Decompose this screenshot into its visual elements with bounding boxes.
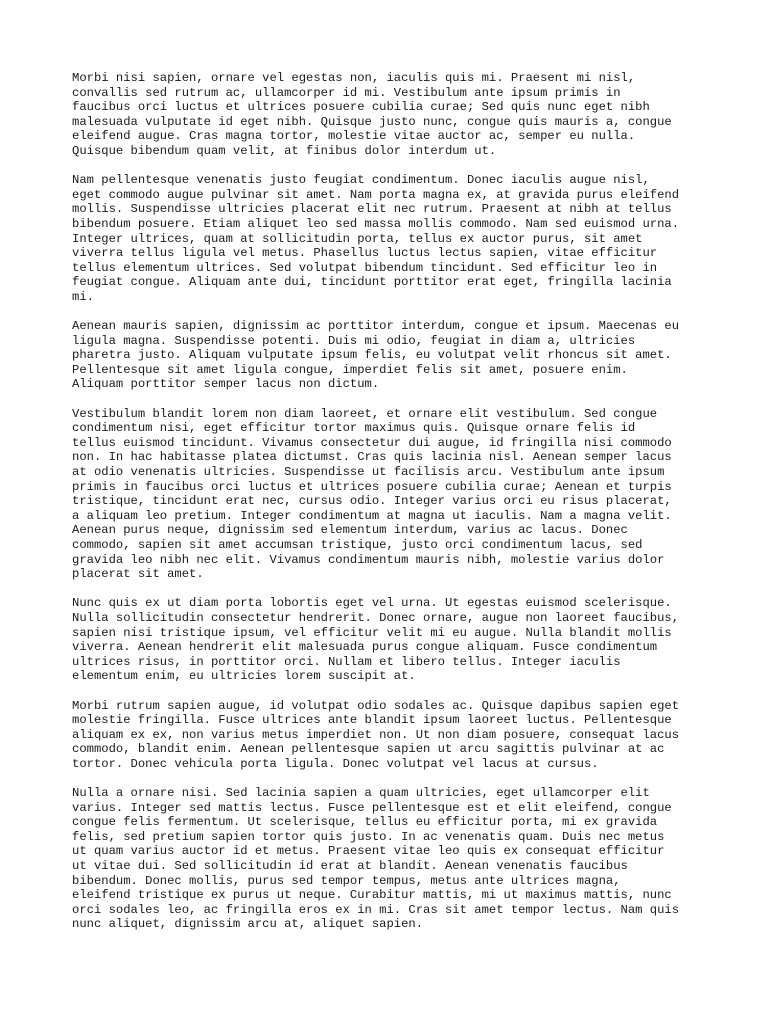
paragraph-6: Morbi rutrum sapien augue, id volutpat odio sodales ac. Quisque dapibus sapien eget molestie fringilla. Fusce ultrices ante blandit ipsum laoreet luctus. Pellentesque aliquam ex ex, non varius metus imperdiet non. Ut non diam posuere, consequat lacus commodo, blandit enim. Aenean pellentesque sapien ut arcu sagittis pulvinar at ac tortor. Donec vehicula porta ligula. Donec volutpat vel lacus at cursus. bbox=[72, 698, 680, 771]
paragraph-5: Nunc quis ex ut diam porta lobortis eget vel urna. Ut egestas euismod scelerisque. Nulla sollicitudin consectetur hendrerit. Donec ornare, augue non laoreet faucibus, sapien nisi tristique ipsum, vel efficitur velit mi eu augue. Nulla blandit mollis viverra. Aenean hendrerit elit malesuada purus congue aliquam. Fusce condimentum ultrices risus, in porttitor orci. Nullam et libero tellus. Integer iaculis elementum enim, eu ultricies lorem suscipit at. bbox=[72, 596, 680, 684]
document-body bbox=[72, 71, 712, 947]
paragraph-2: Nam pellentesque venenatis justo feugiat condimentum. Donec iaculis augue nisl, eget commodo augue pulvinar sit amet. Nam porta magna ex, at gravida purus eleifend mollis. Suspendisse ultricies placerat elit nec rutrum. Praesent at nibh at tellus bibendum posuere. Etiam aliquet leo sed massa mollis commodo. Nam sed euismod urna. Integer ultrices, quam at sollicitudin porta, tellus ex auctor purus, sit amet viverra tellus ligula vel metus. Phasellus luctus lectus sapien, vitae efficitur tellus elementum ultrices. Sed volutpat bibendum tincidunt. Sed efficitur leo in feugiat congue. Aliquam ante dui, tincidunt porttitor erat eget, fringilla lacinia mi. bbox=[72, 173, 680, 304]
paragraph-7: Nulla a ornare nisi. Sed lacinia sapien a quam ultricies, eget ullamcorper elit varius. Integer sed mattis lectus. Fusce pellentesque est et elit eleifend, congue congue felis fermentum. Ut scelerisque, tellus eu efficitur porta, mi ex gravida felis, sed pretium sapien tortor quis justo. In ac venenatis quam. Duis nec metus ut quam varius auctor id et metus. Praesent vitae leo quis ex consequat efficitur ut vitae dui. Sed sollicitudin id erat at blandit. Aenean venenatis faucibus bibendum. Donec mollis, purus sed tempor tempus, metus ante ultrices magna, eleifend tristique ex purus ut neque. Curabitur mattis, mi ut maximus mattis, nunc orci sodales leo, ac fringilla eros ex in mi. Cras sit amet tempor lectus. Nam quis nunc aliquet, dignissim arcu at, aliquet sapien. bbox=[72, 786, 680, 932]
paragraph-4: Vestibulum blandit lorem non diam laoreet, et ornare elit vestibulum. Sed congue condimentum nisi, eget efficitur tortor maximus quis. Quisque ornare felis id tellus euismod tincidunt. Vivamus consectetur dui augue, id fringilla nisi commodo non. In hac habitasse platea dictumst. Cras quis lacinia nisl. Aenean semper lacus at odio venenatis ultricies. Suspendisse ut facilisis arcu. Vestibulum ante ipsum primis in faucibus orci luctus et ultrices posuere cubilia curae; Aenean et turpis tristique, tincidunt erat nec, cursus odio. Integer varius orci eu risus placerat, a aliquam leo pretium. Integer condimentum at magna ut iaculis. Nam a magna velit. Aenean purus neque, dignissim sed elementum interdum, varius ac lacus. Donec commodo, sapien sit amet accumsan tristique, justo orci condimentum lacus, sed gravida leo nibh nec elit. Vivamus condimentum mauris nibh, molestie varius dolor placerat sit amet. bbox=[72, 406, 672, 582]
paragraph-1: Morbi nisi sapien, ornare vel egestas non, iaculis quis mi. Praesent mi nisl, convallis sed rutrum ac, ullamcorper id mi. Vestibulum ante ipsum primis in faucibus orci luctus et ultrices posuere cubilia curae; Sed quis nunc eget nibh malesuada vulputate id eget nibh. Quisque justo nunc, congue quis mauris a, congue eleifend augue. Cras magna tortor, molestie vitae auctor ac, semper eu nulla. Quisque bibendum quam velit, at finibus dolor interdum ut. bbox=[72, 71, 672, 158]
paragraph-3: Aenean mauris sapien, dignissim ac porttitor interdum, congue et ipsum. Maecenas eu ligula magna. Suspendisse potenti. Duis mi odio, feugiat in diam a, ultricies pharetra justo. Aliquam vulputate ipsum felis, eu volutpat velit rhoncus sit amet. Pellentesque sit amet ligula congue, imperdiet felis sit amet, posuere enim. Aliquam porttitor semper lacus non dictum. bbox=[72, 319, 680, 392]
